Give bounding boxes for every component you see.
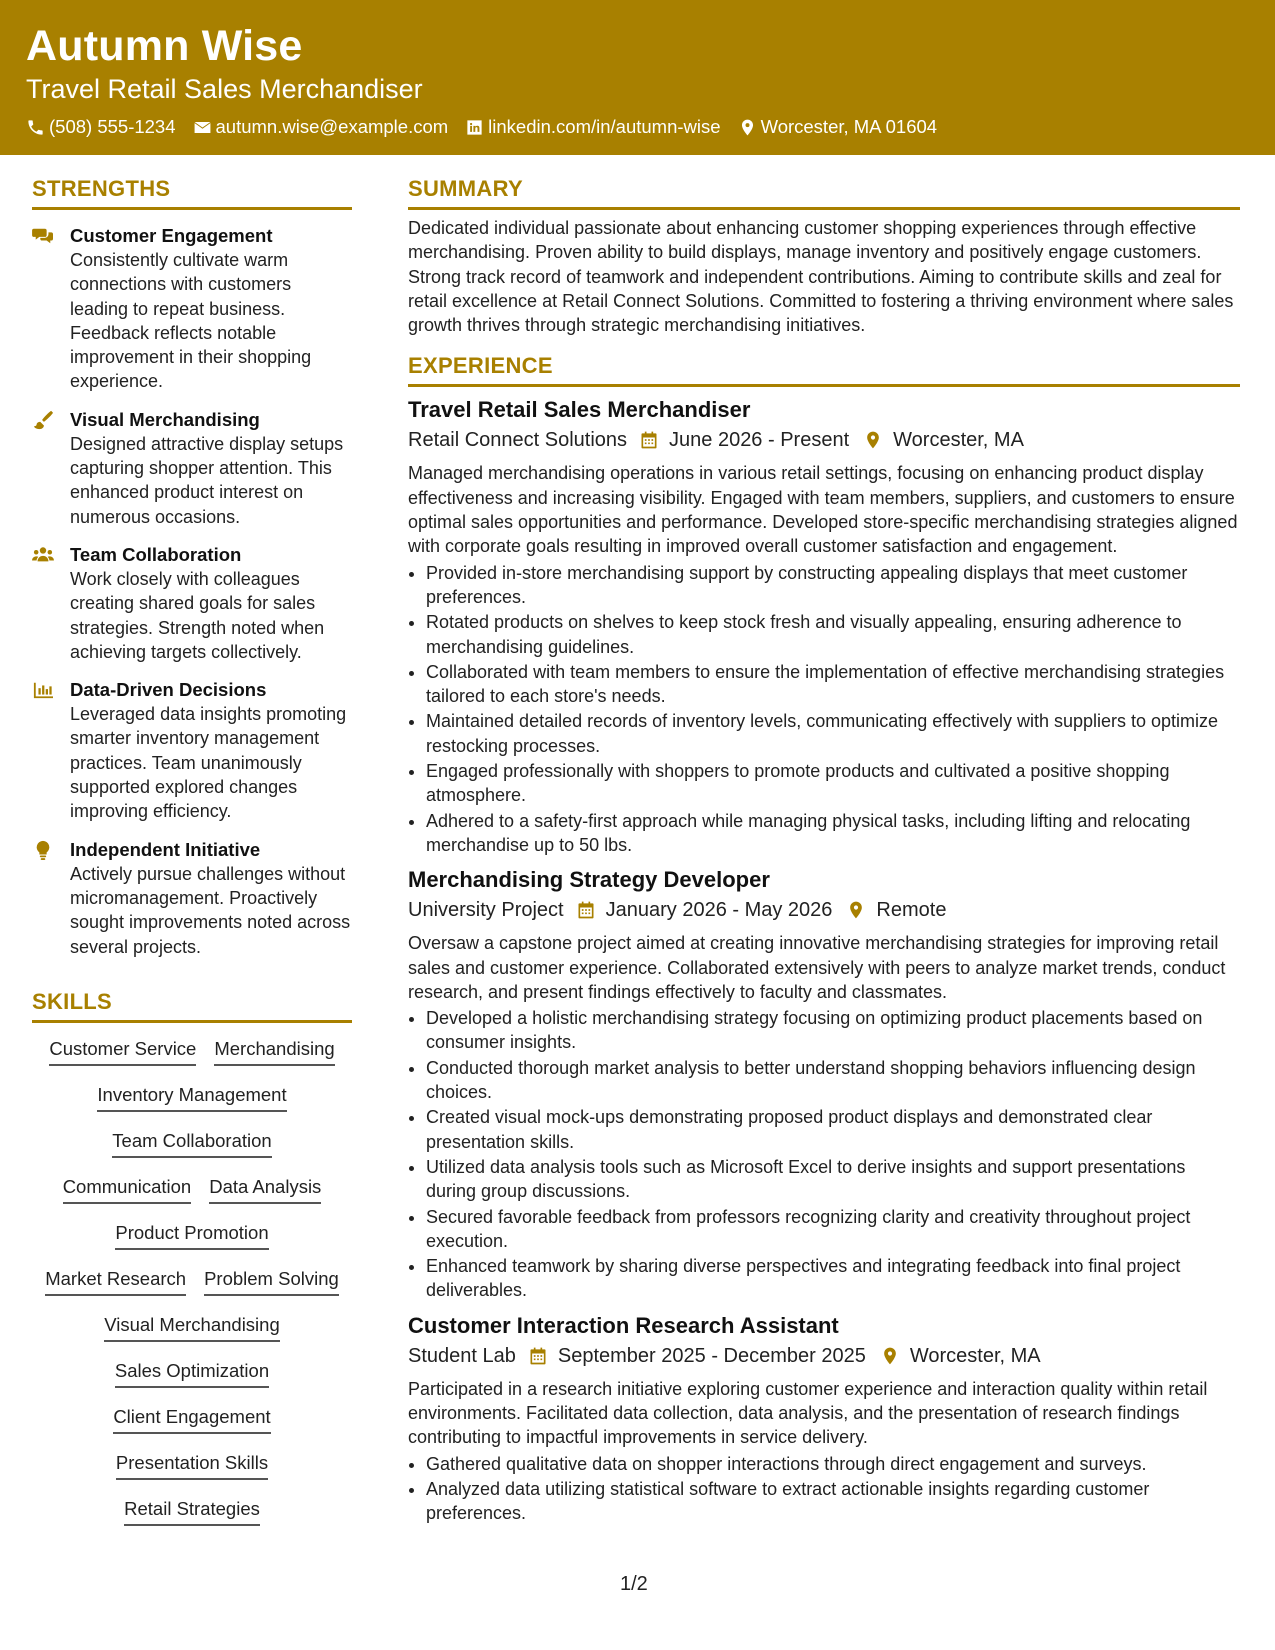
skill-tag: Team Collaboration [112,1129,271,1158]
strength-item [32,408,352,529]
bullet-item: • Provided in-store merchandising support by constructing appealing displays that meet customer preferences. [426,561,1240,610]
linkedin-icon [465,118,484,137]
bullet-item: • Gathered qualitative data on shopper interactions through direct engagement and surveys. [426,1452,1240,1476]
strength-title: Data-Driven Decisions [70,679,267,701]
job-entry [408,1312,1240,1526]
skill-tag: Market Research [45,1267,186,1296]
left-column [32,176,352,1526]
job-dates: June 2026 - Present [669,429,850,452]
summary-title: SUMMARY [408,176,1240,210]
bullet-item: • Enhanced teamwork by sharing diverse perspectives and integrating feedback into final project deliverables. [426,1254,1240,1303]
contact-email[interactable] [193,116,449,138]
job-meta [408,1343,1240,1369]
strength-title: Visual Merchandising [70,408,260,430]
contact-linkedin[interactable] [465,116,720,138]
lightbulb-icon [32,840,54,860]
phone-icon [26,118,45,137]
job-location: Worcester, MA [893,429,1024,452]
bullet-item: • Maintained detailed records of inventory levels, communicating effectively with suppliers to optimize restocking processes. [426,709,1240,758]
right-column [408,176,1240,1526]
linkedin-text: linkedin.com/in/autumn-wise [488,116,721,137]
skill-tag: Communication [63,1175,192,1204]
bullet-item: • Collaborated with team members to ensure the implementation of effective merchandising strategies tailored to each store's needs. [426,660,1240,709]
skill-tag: Visual Merchandising [104,1313,280,1342]
candidate-role: Travel Retail Sales Merchandiser [26,74,423,104]
bullet-item: • Rotated products on shelves to keep stock fresh and visually appealing, ensuring adherence to merchandising guidelines. [426,610,1240,659]
job-location: Remote [876,899,947,922]
bullet-item: • Secured favorable feedback from professors recognizing clarity and creativity throughout project execution. [426,1205,1240,1254]
job-company: Retail Connect Solutions [408,429,628,452]
phone-text: (508) 555-1234 [49,116,176,137]
strength-desc: Designed attractive display setups capturing shopper attention. This enhanced product interest on numerous occasions. [70,433,344,527]
bullet-item: • Created visual mock-ups demonstrating proposed product displays and demonstrated clear presentation skills. [426,1105,1240,1154]
bullet-item: • Utilized data analysis tools such as Microsoft Excel to derive insights and support presentations during group discussions. [426,1155,1240,1204]
strength-item [32,838,352,959]
email-text: autumn.wise@example.com [215,116,449,137]
strength-desc: Leveraged data insights promoting smarter inventory management practices. Team unanimously supported explored changes improving efficiency. [70,704,347,822]
users-icon [32,545,54,565]
bullet-item: • Engaged professionally with shoppers to promote products and cultivated a positive shopping atmosphere. [426,759,1240,808]
location-text: Worcester, MA 01604 [760,116,938,137]
job-dates: January 2026 - May 2026 [605,899,833,922]
job-title: Travel Retail Sales Merchandiser [408,397,751,423]
contact-bar [26,116,954,138]
map-pin-icon [738,118,757,137]
strength-item [32,678,352,823]
job-description: Oversaw a capstone project aimed at creating innovative merchandising strategies for improving retail sales and customer experience. Collaborated extensively with peers to analyze market trends, conduct research, and present findings effectively to faculty and classmates. [408,933,1226,1002]
job-title: Merchandising Strategy Developer [408,867,770,893]
bullet-item: • Conducted thorough market analysis to better understand shopping behaviors influencing design choices. [426,1056,1240,1105]
skill-tag: Problem Solving [204,1267,339,1296]
skill-tag: Retail Strategies [124,1497,260,1526]
page-number: 1/2 [620,1573,648,1595]
comments-icon [32,226,54,246]
bullet-item: • Analyzed data utilizing statistical software to extract actionable insights regarding customer preferences. [426,1477,1240,1526]
job-bullets [408,1452,1240,1526]
strength-title: Customer Engagement [70,225,273,246]
calendar-icon [639,430,659,450]
skill-tag: Presentation Skills [116,1451,268,1480]
job-entry [408,396,1240,857]
skill-tag: Data Analysis [209,1175,321,1204]
map-pin-icon [863,430,883,450]
candidate-name: Autumn Wise [26,22,303,70]
job-bullets [408,1006,1240,1303]
skill-tag: Merchandising [214,1037,334,1066]
job-company: Student Lab [408,1344,516,1367]
job-company: University Project [408,899,564,922]
job-entry [408,866,1240,1302]
strength-title: Independent Initiative [70,838,261,860]
contact-location [738,116,938,138]
paintbrush-icon [32,410,54,430]
skill-tag: Sales Optimization [115,1359,269,1388]
strength-title: Team Collaboration [70,543,242,565]
job-dates: September 2025 - December 2025 [557,1344,866,1367]
map-pin-icon [846,900,866,920]
skills-title: SKILLS [32,989,352,1023]
calendar-icon [576,900,596,920]
summary-text: Dedicated individual passionate about enhancing customer shopping experiences through effective merchandising. Proven ability to build displays, manage inventory and positively engage customers. Strong track record of teamwork and independent contributions. Aiming to contribute skills and zeal for retail excellence at Retail Connect Solutions. Committed to fostering a thriving environment where sales growth thrives through strategic merchandising initiatives. [408,218,1234,336]
bar-chart-icon [32,680,54,700]
resume-header [0,0,1275,155]
calendar-icon [528,1346,548,1366]
skill-tag: Client Engagement [113,1405,270,1434]
job-title: Customer Interaction Research Assistant [408,1312,839,1338]
strength-item [32,543,352,664]
map-pin-icon [880,1346,900,1366]
bullet-item: • Developed a holistic merchandising strategy focusing on optimizing product placements based on consumer insights. [426,1006,1240,1055]
contact-phone [26,116,176,138]
job-description: Participated in a research initiative exploring customer experience and interaction quality within retail environments. Facilitated data collection, data analysis, and the presentation of research findings contributing to impactful improvements in service delivery. [408,1378,1208,1448]
experience-title: EXPERIENCE [408,353,1240,387]
job-meta [408,897,1240,923]
skills-list [32,1037,352,1526]
strength-desc: Work closely with colleagues creating shared goals for sales strategies. Strength noted when achieving targets collectively. [70,568,325,662]
skill-tag: Inventory Management [97,1083,286,1112]
bullet-item: • Adhered to a safety-first approach while managing physical tasks, including lifting and relocating merchandise up to 50 lbs. [426,809,1240,858]
job-meta [408,427,1240,453]
strength-desc: Consistently cultivate warm connections with customers leading to repeat business. Feedback reflects notable improvement in their shopping experience. [70,250,312,392]
strengths-title: STRENGTHS [32,176,352,210]
skill-tag: Customer Service [49,1037,196,1066]
job-description: Managed merchandising operations in various retail settings, focusing on enhancing product display effectiveness and increasing visibility. Engaged with team members, suppliers, and customers to ensure optimal sales opportunities and performance. Developed store-specific merchandising strategies aligned with corporate goals resulting in improved overall customer satisfaction and engagement. [408,463,1238,557]
job-location: Worcester, MA [909,1344,1041,1367]
skill-tag: Product Promotion [115,1221,268,1250]
envelope-icon [193,118,212,137]
strength-desc: Actively pursue challenges without micromanagement. Proactively sought improvements noted across several projects. [70,863,351,957]
strength-item [32,224,352,394]
job-bullets [408,561,1240,858]
